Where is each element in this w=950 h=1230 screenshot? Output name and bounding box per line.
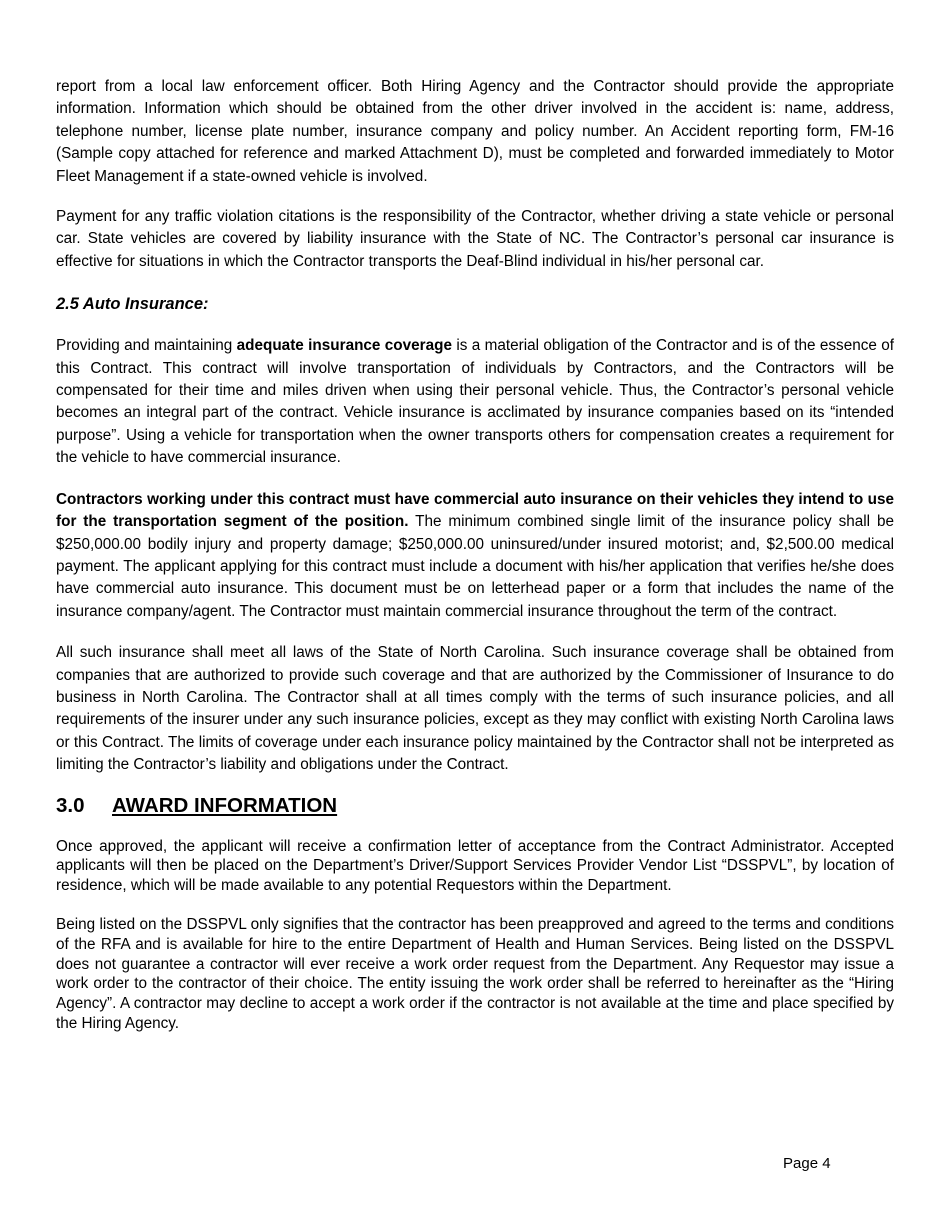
paragraph-text: The minimum combined single limit of the insurance policy shall be $250,000.00 bodily injury and property damage; $250,000.00 uninsured/under insured motorist; and, $2,500.00 medical payment. The applicant applying for this contract must include a document with his/her application that verifies he/she does have commercial auto insurance. This document must be on letterhead paper or a form that includes the name of the insurance company/agent. The Contractor must maintain commercial insurance throughout the term of the contract. (56, 513, 894, 620)
commercial-insurance-paragraph (56, 489, 894, 623)
adequate-insurance-paragraph (56, 335, 894, 469)
accident-report-paragraph: report from a local law enforcement officer. Both Hiring Agency and the Contractor should provide the appropriate information. Information which should be obtained from the other driver involved in the accident is: name, address, telephone number, license plate number, insurance company and policy number. An Accident reporting form, FM-16 (Sample copy attached for reference and marked Attachment D), must be completed and forwarded immediately to Motor Fleet Management if a state-owned vehicle is involved. (56, 78, 894, 185)
auto-insurance-heading: 2.5 Auto Insurance: (56, 295, 209, 314)
section-number: 3.0 (56, 793, 85, 817)
traffic-violation-paragraph: Payment for any traffic violation citations is the responsibility of the Contractor, whether driving a state vehicle or personal car. State vehicles are covered by liability insurance with the State of NC. The Contractor’s personal car insurance is effective for situations in which the Contractor transports the Deaf-Blind individual in his/her personal car. (56, 208, 894, 270)
document-body (56, 76, 894, 1034)
dsspvl-listing-paragraph: Being listed on the DSSPVL only signifies that the contractor has been preapproved and agreed to the terms and conditions of the RFA and is available for hire to the entire Department of Health and Human Services. Being listed on the DSSPVL does not guarantee a contractor will ever receive a work order request from the Department. Any Requestor may issue a work order to the contractor of their choice. The entity issuing the work order shall be referred to hereinafter as the “Hiring Agency”. A contractor may decline to accept a work order if the contractor is not available at the time and place specified by the Hiring Agency. (56, 915, 894, 1032)
paragraph-text: Providing and maintaining (56, 337, 237, 355)
bold-requirement: Contractors working under this contract must have commercial auto insurance on their vehicles they intend to use for the transportation segment of the position. (56, 490, 894, 531)
bold-emphasis: adequate insurance coverage (236, 337, 452, 355)
approval-paragraph: Once approved, the applicant will receive a confirmation letter of acceptance from the Contract Administrator. Accepted applicants will then be placed on the Department’s Driver/Support Services Provider Vendor List “DSSPVL”, by location of residence, which will be made available to any potential Requestors within the Department. (56, 837, 894, 895)
section-title: AWARD INFORMATION (112, 793, 338, 817)
award-information-heading (56, 791, 894, 821)
paragraph-text: is a material obligation of the Contractor and is of the essence of this Contract. This contract will involve transportation of individuals by Contractors, and the Contractors will be compensated for their time and miles driven when using their personal vehicle. Thus, the Contractor’s personal vehicle becomes an integral part of the contract. Vehicle insurance is acclimated by insurance companies based on its “intended purpose”. Using a vehicle for transportation when the owner transports others for compensation creates a requirement for the vehicle to have commercial insurance. (56, 337, 894, 467)
page-number: Page 4 (783, 1155, 831, 1172)
insurance-laws-paragraph: All such insurance shall meet all laws of the State of North Carolina. Such insurance coverage shall be obtained from companies that are authorized to provide such coverage and that are authorized by the Commissioner of Insurance to do business in North Carolina. The Contractor shall at all times comply with the terms of such insurance policies, and all requirements of the insurer under any such insurance policies, except as they may conflict with existing North Carolina laws or this Contract. The limits of coverage under each insurance policy maintained by the Contractor shall not be interpreted as limiting the Contractor’s liability and obligations under the Contract. (56, 644, 894, 774)
